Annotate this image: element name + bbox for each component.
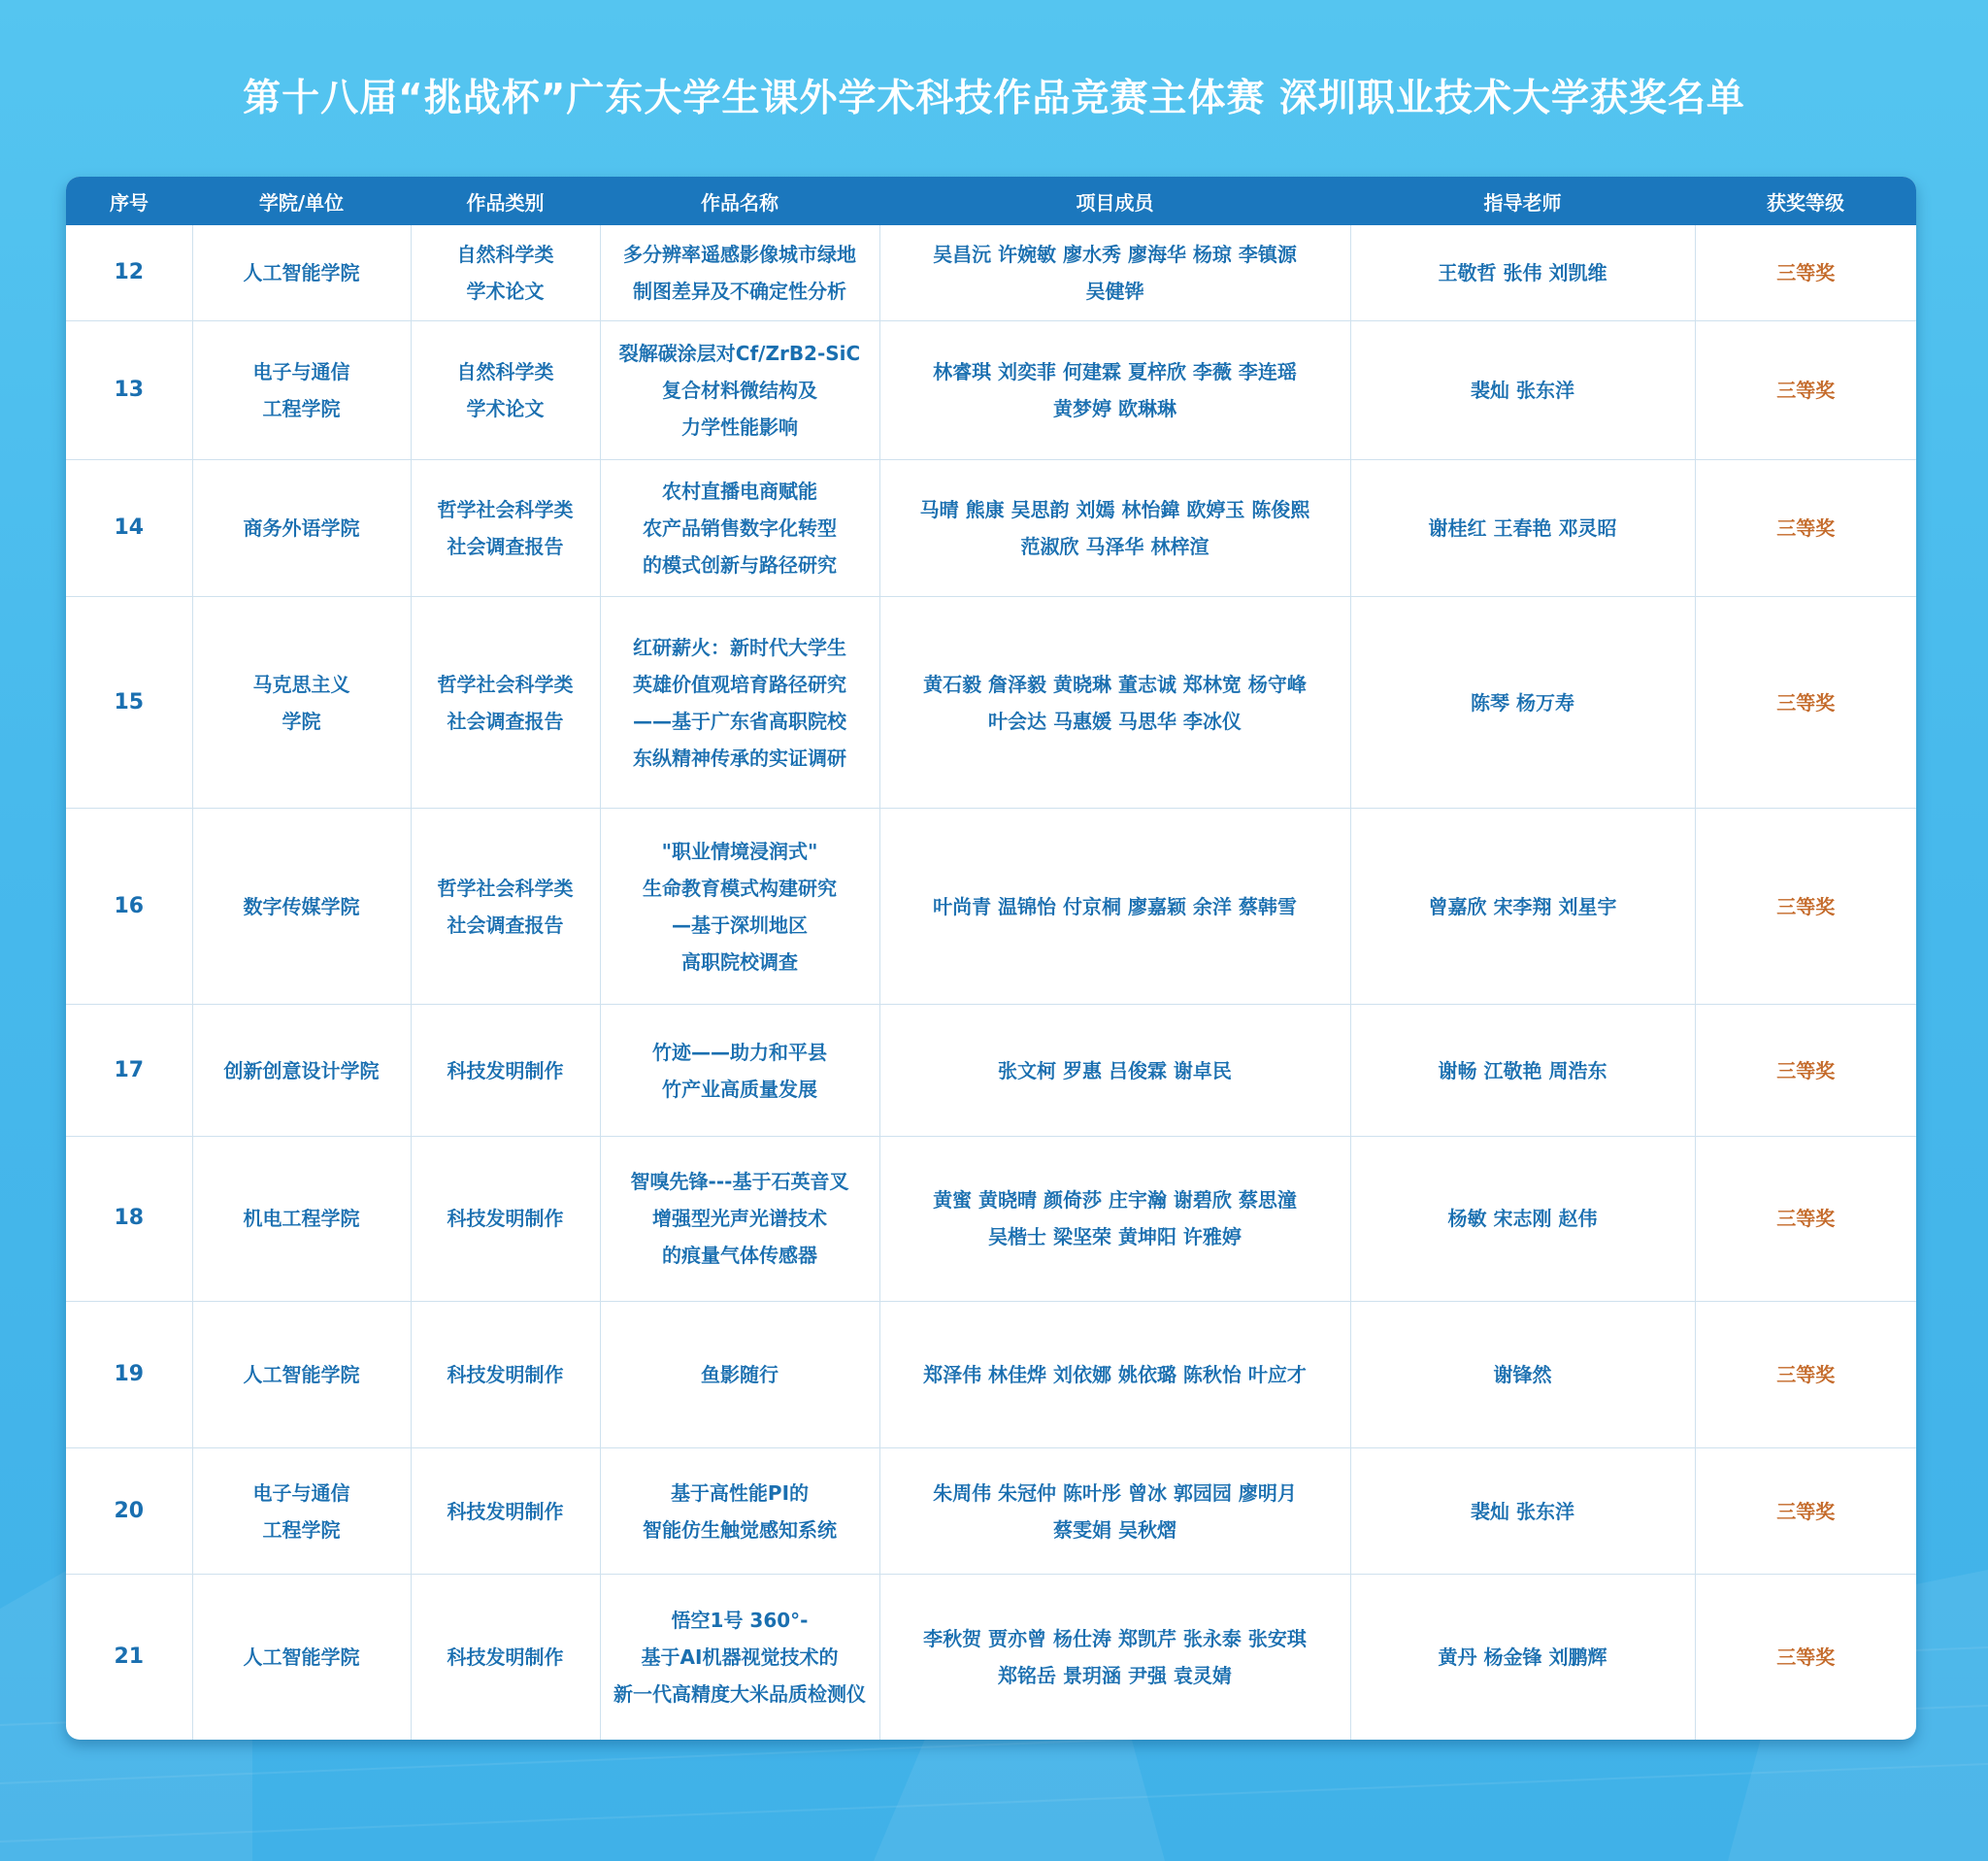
cell-advisors: 黄丹 杨金锋 刘鹏辉 xyxy=(1350,1575,1695,1740)
table-row xyxy=(66,320,1916,459)
cell-award: 三等奖 xyxy=(1695,225,1916,320)
table-row xyxy=(66,809,1916,1005)
cell-title: 农村直播电商赋能 农产品销售数字化转型 的模式创新与路径研究 xyxy=(600,459,879,596)
cell-award: 三等奖 xyxy=(1776,1645,1836,1670)
table-row xyxy=(66,1005,1916,1136)
cell-title: 红研薪火：新时代大学生 英雄价值观培育路径研究 ——基于广东省高职院校 东纵精神传承的实证调研 xyxy=(600,596,879,808)
cell-members: 吴昌沅 许婉敏 廖水秀 廖海华 杨琼 李镇源 吴健铧 xyxy=(879,225,1350,320)
header-no: 序号 xyxy=(66,177,192,225)
cell-members: 朱周伟 朱冠仲 陈叶彤 曾冰 郭园园 廖明月 蔡雯娟 吴秋熠 xyxy=(879,1448,1350,1575)
cell-advisors: 杨敏 宋志刚 赵伟 xyxy=(1350,1136,1695,1301)
table-row xyxy=(66,225,1916,320)
cell-category: 哲学社会科学类 社会调查报告 xyxy=(411,809,600,1005)
cell-category: 自然科学类 学术论文 xyxy=(411,225,600,320)
header-advisors: 指导老师 xyxy=(1350,177,1695,225)
cell-award: 三等奖 xyxy=(1695,596,1916,808)
cell-title: "职业情境浸润式" 生命教育模式构建研究 —基于深圳地区 高职院校调查 xyxy=(600,809,879,1005)
cell-award: 三等奖 xyxy=(1695,320,1916,459)
cell-category: 自然科学类 学术论文 xyxy=(411,320,600,459)
cell-members: 叶尚青 温锦怡 付京桐 廖嘉颖 余洋 蔡韩雪 xyxy=(879,809,1350,1005)
cell-college: 马克思主义 学院 xyxy=(192,596,411,808)
cell-category: 哲学社会科学类 社会调查报告 xyxy=(411,459,600,596)
header-title: 作品名称 xyxy=(600,177,879,225)
cell-no: 12 xyxy=(66,225,192,320)
cell-no: 16 xyxy=(66,809,192,1005)
page-title: 第十八届“挑战杯”广东大学生课外学术科技作品竞赛主体赛 深圳职业技术大学获奖名单 xyxy=(243,77,1745,120)
cell-title: 多分辨率遥感影像城市绿地 制图差异及不确定性分析 xyxy=(600,225,879,320)
table-row xyxy=(66,1575,1916,1740)
header-college: 学院/单位 xyxy=(192,177,411,225)
cell-members: 马晴 熊康 吴思韵 刘嫣 林怡鍏 欧婷玉 陈俊熙 范淑欣 马泽华 林梓渲 xyxy=(879,459,1350,596)
cell-award: 三等奖 xyxy=(1695,809,1916,1005)
cell-members: 郑泽伟 林佳烨 刘依娜 姚依璐 陈秋怡 叶应才 xyxy=(879,1301,1350,1447)
cell-college: 机电工程学院 xyxy=(192,1136,411,1301)
cell-award: 三等奖 xyxy=(1695,1448,1916,1575)
cell-no: 14 xyxy=(66,459,192,596)
cell-members: 张文柯 罗惠 吕俊霖 谢卓民 xyxy=(879,1005,1350,1136)
cell-category: 科技发明制作 xyxy=(411,1448,600,1575)
cell-no: 17 xyxy=(66,1005,192,1136)
awards-table xyxy=(66,177,1916,1740)
cell-category: 科技发明制作 xyxy=(411,1575,600,1740)
cell-category: 哲学社会科学类 社会调查报告 xyxy=(411,596,600,808)
table-row xyxy=(66,1136,1916,1301)
table-row xyxy=(66,459,1916,596)
cell-category: 科技发明制作 xyxy=(411,1005,600,1136)
cell-title: 智嗅先锋---基于石英音叉 增强型光声光谱技术 的痕量气体传感器 xyxy=(600,1136,879,1301)
table-header-row xyxy=(66,177,1916,225)
cell-advisors: 王敬哲 张伟 刘凯维 xyxy=(1350,225,1695,320)
cell-college: 人工智能学院 xyxy=(192,225,411,320)
cell-title: 竹迹——助力和平县 竹产业高质量发展 xyxy=(600,1005,879,1136)
cell-award: 三等奖 xyxy=(1695,1136,1916,1301)
cell-award: 三等奖 xyxy=(1695,1005,1916,1136)
header-members: 项目成员 xyxy=(879,177,1350,225)
cell-college: 电子与通信 工程学院 xyxy=(192,1448,411,1575)
cell-no: 13 xyxy=(66,320,192,459)
cell-award: 三等奖 xyxy=(1695,459,1916,596)
cell-advisors: 裴灿 张东洋 xyxy=(1350,1448,1695,1575)
cell-award: 三等奖 xyxy=(1695,1301,1916,1447)
cell-members: 林睿琪 刘奕菲 何建霖 夏梓欣 李薇 李连瑶 黄梦婷 欧琳琳 xyxy=(879,320,1350,459)
cell-members: 黄石毅 詹泽毅 黄晓琳 董志诚 郑林宽 杨守峰 叶会达 马惠媛 马思华 李冰仪 xyxy=(879,596,1350,808)
awards-table-card xyxy=(66,177,1916,1740)
cell-advisors: 曾嘉欣 宋李翔 刘星宇 xyxy=(1350,809,1695,1005)
cell-no: 19 xyxy=(66,1301,192,1447)
cell-no: 15 xyxy=(66,596,192,808)
header-category: 作品类别 xyxy=(411,177,600,225)
cell-no: 20 xyxy=(66,1448,192,1575)
cell-members: 黄蜜 黄晓晴 颜倚莎 庄宇瀚 谢碧欣 蔡思潼 吴楷士 梁坚荣 黄坤阳 许雅婷 xyxy=(879,1136,1350,1301)
cell-title: 裂解碳涂层对Cf/ZrB2-SiC 复合材料微结构及 力学性能影响 xyxy=(600,320,879,459)
cell-no: 21 xyxy=(66,1575,192,1740)
cell-college: 人工智能学院 xyxy=(192,1301,411,1447)
cell-advisors: 谢畅 江敬艳 周浩东 xyxy=(1350,1005,1695,1136)
table-row xyxy=(66,596,1916,808)
cell-advisors: 陈琴 杨万寿 xyxy=(1350,596,1695,808)
cell-advisors: 谢桂红 王春艳 邓灵昭 xyxy=(1350,459,1695,596)
cell-college: 电子与通信 工程学院 xyxy=(192,320,411,459)
cell-college: 创新创意设计学院 xyxy=(192,1005,411,1136)
table-row xyxy=(66,1301,1916,1447)
cell-advisors: 裴灿 张东洋 xyxy=(1350,320,1695,459)
cell-no: 18 xyxy=(66,1136,192,1301)
cell-college: 数字传媒学院 xyxy=(192,809,411,1005)
cell-category: 科技发明制作 xyxy=(411,1301,600,1447)
header-award: 获奖等级 xyxy=(1695,177,1916,225)
cell-title: 悟空1号 360°- 基于AI机器视觉技术的 新一代高精度大米品质检测仪 xyxy=(600,1575,879,1740)
table-row xyxy=(66,1448,1916,1575)
cell-title: 鱼影随行 xyxy=(600,1301,879,1447)
cell-college: 商务外语学院 xyxy=(192,459,411,596)
cell-members: 李秋贺 贾亦曾 杨仕涛 郑凯芹 张永泰 张安琪 郑铭岳 景玥涵 尹强 袁灵婧 xyxy=(879,1575,1350,1740)
cell-category: 科技发明制作 xyxy=(411,1136,600,1301)
cell-advisors: 谢锋然 xyxy=(1350,1301,1695,1447)
cell-college: 人工智能学院 xyxy=(192,1575,411,1740)
cell-title: 基于高性能PI的 智能仿生触觉感知系统 xyxy=(600,1448,879,1575)
